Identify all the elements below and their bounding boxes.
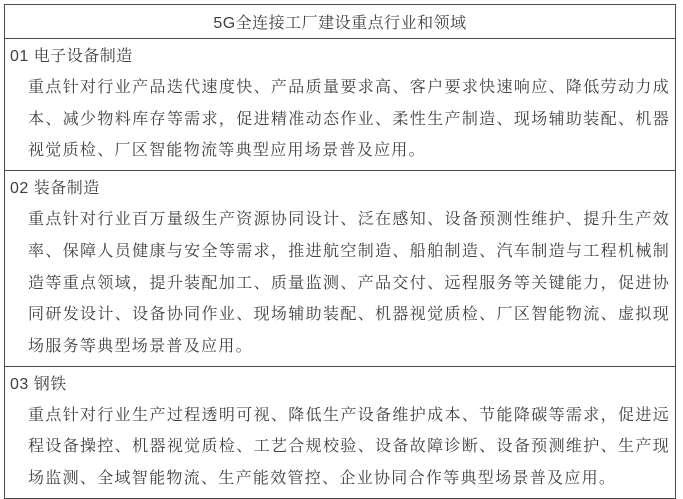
section-body-electronics: 重点针对行业产品迭代速度快、产品质量要求高、客户要求快速响应、降低劳动力成本、减少物料库存等需求，促进精准动态作业、柔性生产制造、现场辅助装配、机器视觉质检、厂区智能物流等典型应用场景普及应用。 <box>28 79 670 160</box>
section-heading-electronics: 01 电子设备制造 <box>10 48 133 65</box>
section-heading-equipment: 02 装备制造 <box>10 180 100 198</box>
section-row-steel <box>5 366 675 498</box>
table-title-row <box>5 5 675 38</box>
table-title: 5G全连接工厂建设重点行业和领域 <box>213 15 467 32</box>
section-heading-steel: 03 钢铁 <box>10 375 67 393</box>
section-body-steel: 重点针对行业生产过程透明可视、降低生产设备维护成本、节能降碳等需求，促进远程设备操控、机器视觉质检、工艺合规校验、设备故障诊断、设备预测维护、生产现场监测、全域智能物流、生产能效管控、企业协同合作等典型场景普及应用。 <box>28 406 670 488</box>
section-row-electronics <box>5 38 675 170</box>
section-body-equipment: 重点针对行业百万量级生产资源协同设计、泛在感知、设备预测性维护、提升生产效率、保障人员健康与安全等需求，推进航空制造、船舶制造、汽车制造与工程机械制造等重点领域，提升装配加工、质量监测、产品交付、远程服务等关键能力，促进协同研发设计、设备协同作业、现场辅助装配、机器视觉质检、厂区智能物流、虚拟现场服务等典型场景普及应用。 <box>28 211 670 355</box>
section-row-equipment <box>5 170 675 366</box>
industries-table <box>4 4 676 499</box>
